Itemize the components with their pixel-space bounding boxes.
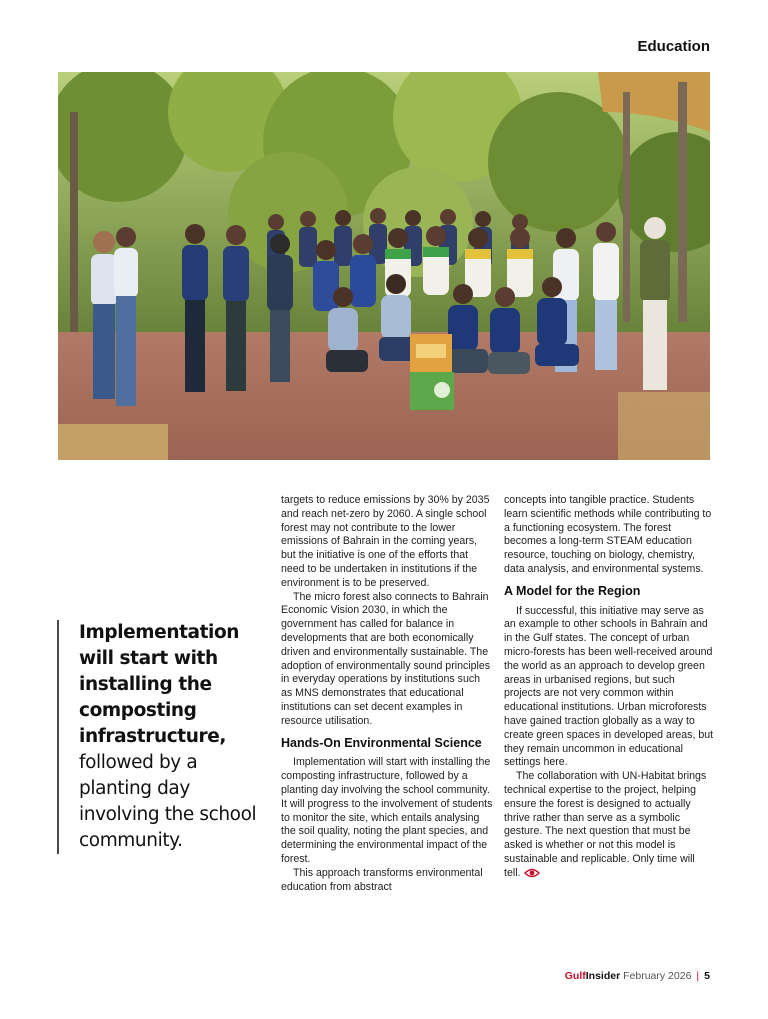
pull-quote-bold: Implementation will start with installing the composting infrastructure,: [79, 622, 240, 747]
brand-insider: Insider: [585, 970, 621, 982]
footer-separator: |: [696, 970, 700, 982]
paragraph: [504, 770, 714, 880]
brand-gulf: Gulf: [564, 970, 586, 982]
pull-quote: [57, 620, 274, 854]
pull-quote-light: followed by a planting day involving the school community.: [79, 752, 257, 851]
paragraph: Implementation will start with installing the composting infrastructure, followed by a planting day involving the school community. It will progress to the involvement of students to monitor the site, which entails analysing the soil quality, noting the plant species, and determining the environmental impact of the forest.: [281, 756, 493, 865]
paragraph-text: The collaboration with UN-Habitat brings technical expertise to the project, helping ensure the forest is designed to actually thrive rather than serve as a symbolic gesture. The next question that must be asked is whether or not this model is sustainable and replicable. Only time will tell.: [504, 770, 707, 879]
group-photo-illustration: [58, 72, 710, 460]
paragraph: If successful, this initiative may serve as an example to other schools in Bahrain and in the Gulf states. The concept of urban micro-forests has been well-received around the world as an approach to develop green areas in urbanised regions, but such projects are not very common within educational institutions. Urban microforests have gained traction globally as a way to create green spaces in developed areas, but they remain uncommon in educational settings here.: [504, 604, 714, 769]
article-column-2: [504, 494, 714, 881]
section-heading: A Model for the Region: [504, 583, 641, 598]
section-label: Education: [637, 38, 710, 55]
section-heading: Hands-On Environmental Science: [281, 735, 482, 750]
article-column-1: [281, 494, 493, 894]
paragraph: This approach transforms environmental education from abstract: [281, 866, 483, 893]
page-footer: [565, 970, 710, 982]
end-mark-eye-icon: [524, 868, 540, 878]
paragraph: concepts into tangible practice. Students learn scientific methods while contributing to a functioning ecosystem. The forest becomes a long-term STEAM education resource, touching on biology, chemistry, data analysis, and environmental systems.: [504, 494, 712, 575]
issue-date: February 2026: [623, 970, 692, 982]
article-photo: [58, 72, 710, 460]
page-number: 5: [704, 970, 710, 982]
paragraph: The micro forest also connects to Bahrain Economic Vision 2030, in which the government has called for balance in developments that are both economically driven and environmentally sustainable. The adoption of environmentally sound principles in everyday operations by institutions such as MNS demonstrates that educational institutions can set decent examples in resource utilisation.: [281, 590, 491, 727]
paragraph: targets to reduce emissions by 30% by 2035 and reach net-zero by 2060. A single school forest may not contribute to the lower emissions of Bahrain in the coming years, but the initiative is one of the efforts that need to be undertaken in institutions if the environment is to be preserved.: [281, 494, 490, 589]
